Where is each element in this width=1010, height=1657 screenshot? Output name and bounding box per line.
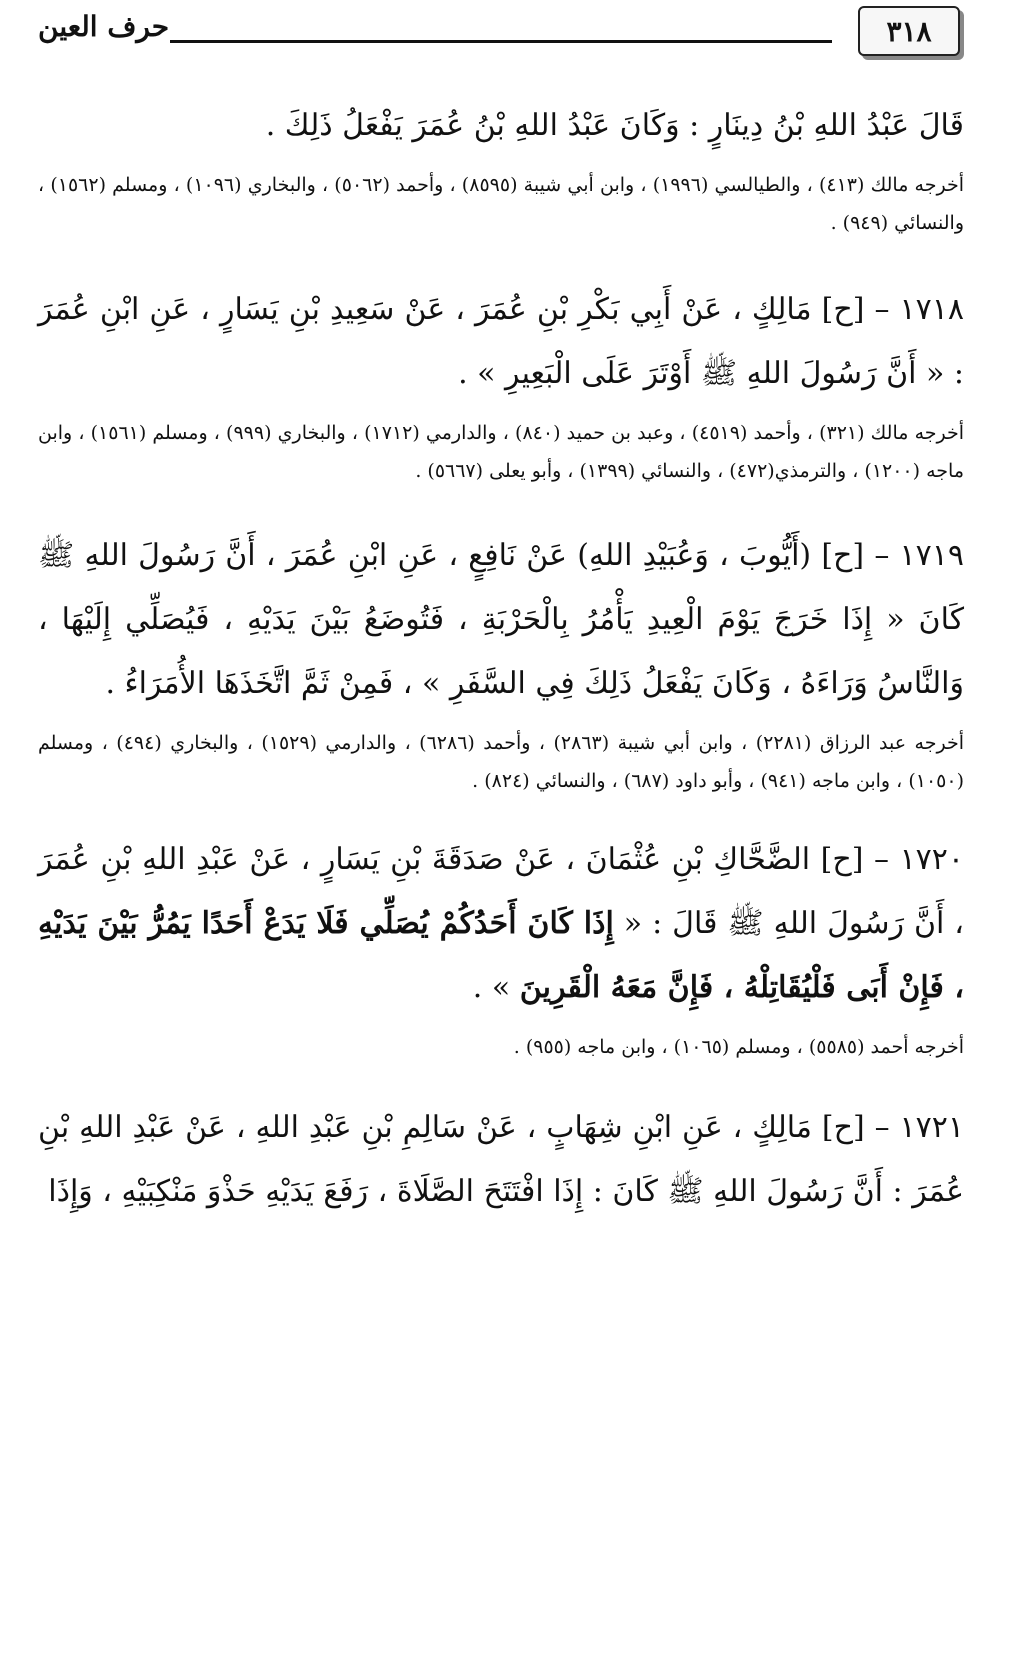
hadith-1721 (38, 1096, 964, 1224)
header-rule (170, 40, 832, 43)
page-number: ٣١٨ (858, 6, 960, 56)
hadith-number: ١٧١٩ – (874, 538, 964, 573)
hadith-1718 (38, 278, 964, 406)
hadith-footnote: أخرجه عبد الرزاق (٢٢٨١) ، وابن أبي شيبة (٢٨٦٣) ، وأحمد (٦٢٨٦) ، والدارمي (١٥٢٩) ، والبخاري (٤٩٤) ، ومسلم (١٠٥٠) ، وابن ماجه (٩٤١) ، وأبو داود (٦٨٧) ، والنسائي (٨٢٤) . (38, 732, 964, 792)
hadith-text: [ح] مَالِكٍ ، عَنْ أَبِي بَكْرِ بْنِ عُمَرَ ، عَنْ سَعِيدِ بْنِ يَسَارٍ ، عَنِ ابْنِ عُمَرَ : « أَنَّ رَسُولَ اللهِ ﷺ أَوْتَرَ عَلَى الْبَعِيرِ » . (38, 292, 964, 391)
hadith-footnote: أخرجه مالك (٣٢١) ، وأحمد (٤٥١٩) ، وعبد بن حميد (٨٤٠) ، والدارمي (١٧١٢) ، والبخاري (٩٩٩) ، ومسلم (١٥٦١) ، وابن ماجه (١٢٠٠) ، والترمذي(٤٧٢) ، والنسائي (١٣٩٩) ، وأبو يعلى (٥٦٦٧) . (38, 422, 965, 482)
hadith-number: ١٧١٨ – (874, 292, 964, 327)
chapter-title: حرف العين (38, 10, 170, 43)
hadith-continuation: قَالَ عَبْدُ اللهِ بْنُ دِينَارٍ : وَكَانَ عَبْدُ اللهِ بْنُ عُمَرَ يَفْعَلُ ذَلِكَ . (265, 108, 964, 143)
hadith-text: [ح] (أَيُّوبَ ، وَعُبَيْدِ اللهِ) عَنْ نَافِعٍ ، عَنِ ابْنِ عُمَرَ ، أَنَّ رَسُولَ اللهِ ﷺ كَانَ « إِذَا خَرَجَ يَوْمَ الْعِيدِ يَأْمُرُ بِالْحَرْبَةِ ، فَتُوضَعُ بَيْنَ يَدَيْهِ ، فَيُصَلِّي إِلَيْهَا ، وَالنَّاسُ وَرَاءَهُ ، وَكَانَ يَفْعَلُ ذَلِكَ فِي السَّفَرِ » ، فَمِنْ ثَمَّ اتَّخَذَهَا الأُمَرَاءُ . (38, 538, 964, 701)
hadith-footnote: أخرجه مالك (٤١٣) ، والطيالسي (١٩٩٦) ، وابن أبي شيبة (٨٥٩٥) ، وأحمد (٥٠٦٢) ، والبخاري (١٠٩٦) ، ومسلم (١٥٦٢) ، والنسائي (٩٤٩) . (38, 174, 965, 234)
hadith-text: [ح] الضَّحَّاكِ بْنِ عُثْمَانَ ، عَنْ صَدَقَةَ بْنِ يَسَارٍ ، عَنْ عَبْدِ اللهِ بْنِ عُمَرَ ، أَنَّ رَسُولَ اللهِ ﷺ قَالَ : « (38, 842, 964, 941)
hadith-footnote: أخرجه أحمد (٥٥٨٥) ، ومسلم (١٠٦٥) ، وابن ماجه (٩٥٥) . (513, 1036, 964, 1058)
hadith-prophetic-saying: إِذَا كَانَ أَحَدُكُمْ يُصَلِّي فَلَا يَدَعْ أَحَدًا يَمُرُّ بَيْنَ يَدَيْهِ ، فَإِنْ أَبَى فَلْيُقَاتِلْهُ ، فَإِنَّ مَعَهُ الْقَرِينَ (38, 906, 964, 1005)
hadith-text: [ح] مَالِكٍ ، عَنِ ابْنِ شِهَابٍ ، عَنْ سَالِمِ بْنِ عَبْدِ اللهِ ، عَنْ عَبْدِ اللهِ بْنِ عُمَرَ : أَنَّ رَسُولَ اللهِ ﷺ كَانَ : إِذَا افْتَتَحَ الصَّلَاةَ ، رَفَعَ يَدَيْهِ حَذْوَ مَنْكِبَيْهِ ، وَإِذَا (38, 1110, 964, 1209)
hadith-1719 (38, 524, 964, 716)
hadith-text-end: » . (472, 970, 511, 1005)
hadith-number: ١٧٢١ – (874, 1110, 964, 1145)
hadith-1720 (38, 828, 964, 1020)
page-body (38, 94, 964, 1224)
hadith-number: ١٧٢٠ – (874, 842, 965, 877)
